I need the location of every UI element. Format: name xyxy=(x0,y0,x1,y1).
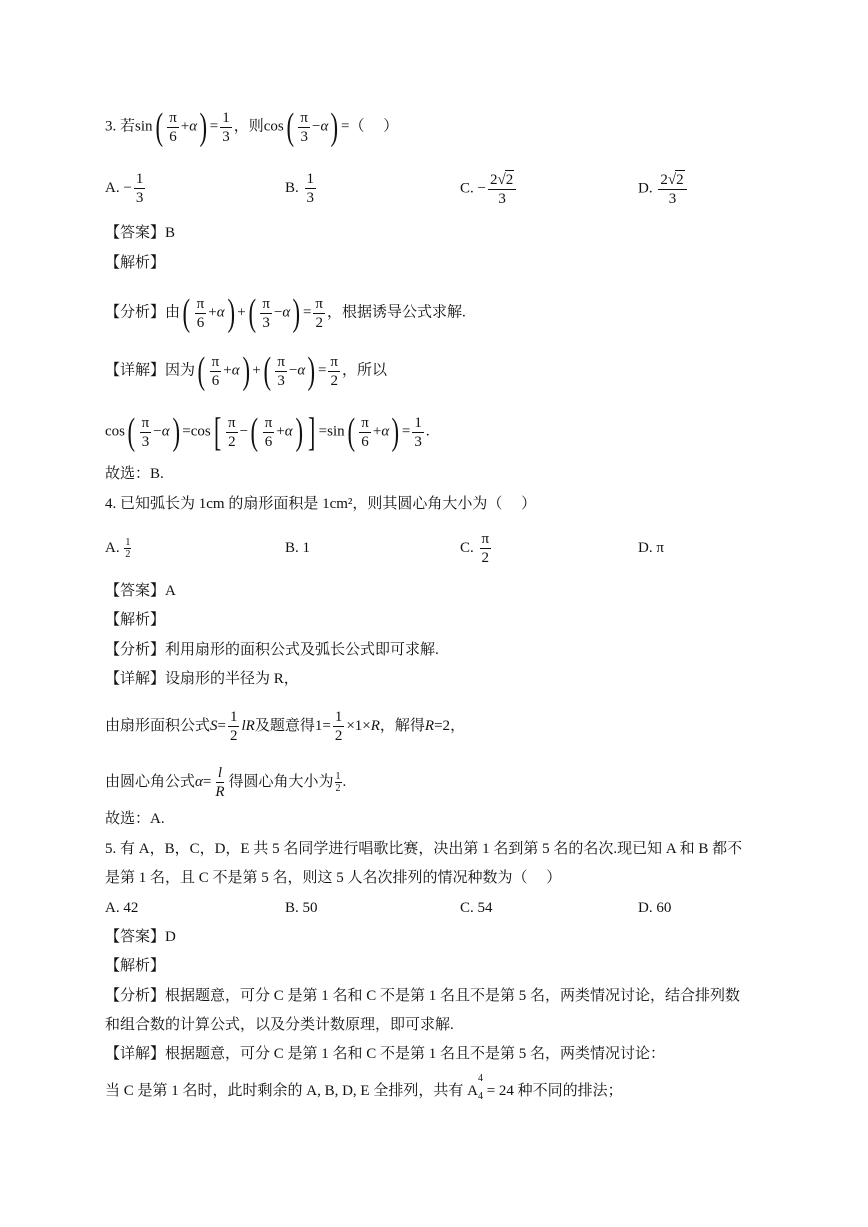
q3-option-c-label: C. xyxy=(460,180,474,197)
q4-line2: 由圆心角公式α= $\frac{l}{R}$ 得圆心角大小为 $\frac{1}{2}$ . xyxy=(105,765,347,800)
q5-option-b: B. 50 xyxy=(285,900,318,916)
q3-stem-suffix: =（ ） xyxy=(340,118,399,135)
q4-option-a: A. $\frac{1}{2}$ xyxy=(105,537,131,561)
q4-line1-mid2: ，解得 xyxy=(379,717,425,734)
q5-detail2-suffix: 种不同的排法； xyxy=(517,1083,623,1099)
q3-analysis-tail: ，根据诱导公式求解. xyxy=(327,304,466,321)
q4-option-a-label: A. xyxy=(105,540,120,556)
q5-analysis-line1: 【分析】根据题意，可分 C 是第 1 名和 C 不是第 1 名且不是第 5 名，两类情况讨论，结合排列数 xyxy=(105,988,741,1004)
q4-line2-prefix: 由圆心角公式 xyxy=(105,773,196,790)
q3-option-b-label: B. xyxy=(285,179,299,196)
q3-stem-prefix: 3. 若 xyxy=(105,118,136,135)
q3-stem-mid: ，则 xyxy=(233,118,264,135)
q3-analysis: 【分析】由( $\frac{\pi}{6}$ +α) +( $\frac{\pi}{3}$ −α) = $\frac{\pi}{2}$ ，根据诱导公式求解. xyxy=(105,292,466,334)
q3-detail: 【详解】因为( $\frac{\pi}{6}$ +α) +( $\frac{\pi}{3}$ −α) = $\frac{\pi}{2}$ ，所以 xyxy=(105,350,388,392)
q4-line1: 由扇形面积公式S= $\frac{1}{2}$ lR及题意得1= $\frac{1}{2}$ ×1×R，解得R=2， xyxy=(105,709,466,744)
q4-analysis-title: 【解析】 xyxy=(105,612,166,628)
q5-option-c: C. 54 xyxy=(460,900,493,916)
q5-detail2-prefix: 当 C 是第 1 名时，此时剩余的 A, B, D, E 全排列，共有 xyxy=(105,1083,464,1099)
q5-analysis-line2: 和组合数的计算公式，以及分类计数原理，即可求解. xyxy=(105,1017,454,1033)
q4-option-c-label: C. xyxy=(460,539,474,556)
q5-answer: 【答案】D xyxy=(105,929,176,945)
q3-analysis-label: 【分析】由 xyxy=(105,304,181,321)
q3-option-a-label: A. xyxy=(105,179,120,196)
q4-stem: 4. 已知弧长为 1cm 的扇形面积是 1cm²，则其圆心角大小为（ ） xyxy=(105,496,537,512)
q4-line1-mid: 及题意得 xyxy=(254,717,315,734)
q5-detail-line1: 【详解】根据题意，可分 C 是第 1 名和 C 不是第 1 名且不是第 5 名，两类情况讨论： xyxy=(105,1046,666,1062)
q3-detail-label: 【详解】因为 xyxy=(105,362,196,379)
q5-analysis-title: 【解析】 xyxy=(105,958,166,974)
q3-option-a: A. − $\frac{1}{3}$ xyxy=(105,171,144,206)
q3-answer: 【答案】B xyxy=(105,225,176,241)
q3-conclusion: 故选：B. xyxy=(105,466,164,482)
q3-detail-tail: ，所以 xyxy=(342,362,388,379)
q4-analysis: 【分析】利用扇形的面积公式及弧长公式即可求解. xyxy=(105,642,439,658)
q5-stem-line2: 是第 1 名，且 C 不是第 5 名，则这 5 人名次排列的情况种数为（ ） xyxy=(105,870,562,886)
q5-option-a: A. 42 xyxy=(105,900,139,916)
q4-option-c: C. $\frac{\pi}{2}$ xyxy=(460,531,490,566)
q4-detail: 【详解】设扇形的半径为 R， xyxy=(105,671,299,687)
q5-stem-line1: 5. 有 A，B，C，D，E 共 5 名同学进行唱歌比赛，决出第 1 名到第 5 名的名次.现已知 A 和 B 都不 xyxy=(105,841,743,857)
q3-option-d-label: D. xyxy=(638,180,653,197)
q4-line2-end: . xyxy=(342,773,347,790)
q4-line1-end: ， xyxy=(450,717,466,734)
q3-derivation: cos( $\frac{\pi}{3}$ −α) =cos[ $\frac{\pi}{2}$ −( $\frac{\pi}{6}$ +α) ] =sin( $\frac{\pi}{6}$ +α) = $\frac{1}{3}$ . xyxy=(105,409,430,454)
q3-option-b: B. $\frac{1}{3}$ xyxy=(285,171,315,206)
q5-option-d: D. 60 xyxy=(638,900,672,916)
q4-line1-prefix: 由扇形面积公式 xyxy=(105,717,211,734)
q3-option-c: C. − $\frac{2√2}{3}$ xyxy=(460,170,518,208)
q3-stem: 3. 若sin( $\frac{\pi}{6}$ +α) = $\frac{1}{3}$ ，则cos( $\frac{\pi}{3}$ −α) =（ ） xyxy=(105,106,399,148)
q3-analysis-title: 【解析】 xyxy=(105,255,166,271)
q4-line2-mid: 得圆心角大小为 xyxy=(228,773,334,790)
q4-option-d: D. π xyxy=(638,540,664,556)
q4-conclusion: 故选：A. xyxy=(105,811,165,827)
q4-option-b: B. 1 xyxy=(285,540,311,556)
q5-detail-line2: 当 C 是第 1 名时，此时剩余的 A, B, D, E 全排列，共有 $A^4_4 = 24$ 种不同的排法； xyxy=(105,1073,623,1102)
q4-answer: 【答案】A xyxy=(105,583,176,599)
q3-option-d: D. $\frac{2√2}{3}$ xyxy=(638,170,689,208)
